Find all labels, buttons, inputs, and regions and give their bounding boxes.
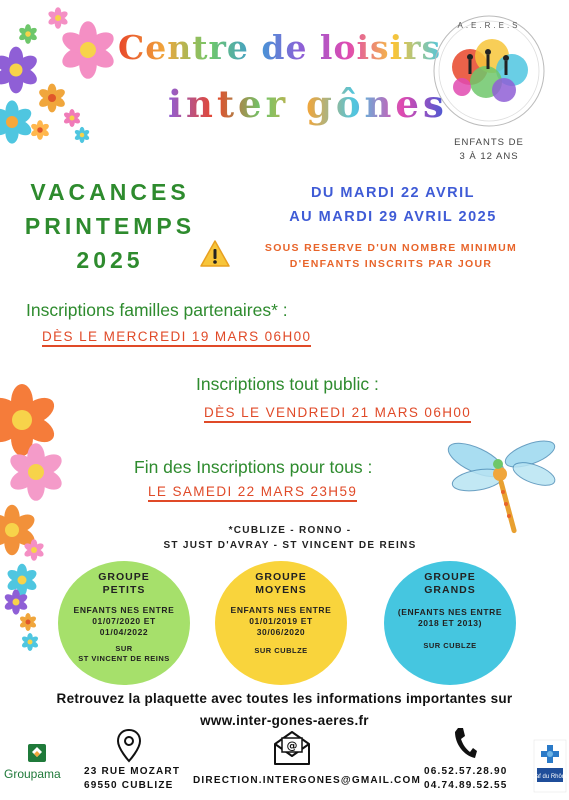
flower-cluster-top-left: [0, 0, 130, 150]
flower-icon: [37, 84, 66, 113]
title-line2: inter gônes: [168, 82, 448, 126]
group-desc2: 01/01/2019 ET: [249, 616, 313, 626]
holiday-line3: 2025: [76, 247, 144, 273]
group-grands-circle: [384, 561, 516, 685]
group-head: GROUPE: [98, 571, 150, 583]
age-caption-line2: 3 À 12 ANS: [459, 151, 519, 162]
phone2[interactable]: 04.74.89.52.55: [424, 780, 508, 791]
address: [84, 765, 180, 793]
svg-text:@: @: [286, 739, 298, 752]
inscription-partners-label: Inscriptions familles partenaires* :: [26, 300, 288, 320]
dragonfly-icon: [448, 432, 560, 542]
inscription-public-date: DÈS LE VENDREDI 21 MARS 06H00: [204, 405, 471, 423]
email[interactable]: DIRECTION.INTERGONES@GMAIL.COM: [193, 775, 421, 786]
sponsor-name: Groupama: [4, 767, 61, 781]
group-desc3: 30/06/2020: [256, 627, 306, 637]
aeres-logo: [430, 12, 548, 130]
info-line: Retrouvez la plaquette avec toutes les informations importantes sur: [56, 691, 513, 706]
communes-line2: ST JUST D'AVRAY - ST VINCENT DE REINS: [163, 540, 417, 551]
flower-icon: [18, 24, 38, 44]
inscription-end-label: Fin des Inscriptions pour tous :: [134, 457, 373, 477]
reserve-line1: SOUS RESERVE D'UN NOMBRE MINIMUM: [264, 242, 518, 254]
logo-lettering: A.E.R.E.S: [457, 21, 521, 30]
mail-icon: [272, 730, 312, 766]
dates-line2: AU MARDI 29 AVRIL 2025: [289, 209, 497, 225]
inscription-partners-date: DÈS LE MERCREDI 19 MARS 06H00: [42, 329, 311, 347]
location-pin-icon: [116, 728, 142, 764]
communes-line1: *CUBLIZE - RONNO -: [228, 525, 352, 536]
flower-icon: [63, 109, 81, 127]
phone-numbers: [424, 765, 508, 793]
age-caption: [430, 136, 548, 164]
holiday-title: [10, 175, 210, 277]
holiday-line1: VACANCES: [30, 179, 190, 205]
group-desc2: 01/07/2020 ET: [92, 616, 156, 626]
group-location1: SUR: [115, 644, 133, 653]
flower-icon: [0, 47, 40, 94]
phone1[interactable]: 06.52.57.28.90: [424, 766, 508, 777]
group-name: GRANDS: [424, 584, 476, 596]
flower-icon: [30, 120, 50, 140]
age-caption-line1: ENFANTS DE: [454, 137, 524, 148]
group-name: PETITS: [102, 584, 146, 596]
caf-logo-text: Caf du Rhône: [531, 774, 569, 780]
flower-icon: [59, 21, 118, 79]
flower-icon: [47, 7, 69, 29]
group-desc2: 2018 ET 2013): [417, 618, 483, 628]
group-location1: SUR CUBLZE: [423, 641, 477, 650]
holiday-line2: PRINTEMPS: [24, 213, 196, 239]
group-desc1: ENFANTS NES ENTRE: [73, 605, 175, 615]
group-location2: ST VINCENT DE REINS: [78, 654, 170, 663]
address-line1: 23 RUE MOZART: [84, 766, 181, 777]
flower-icon: [74, 127, 91, 143]
inscription-end-date: LE SAMEDI 22 MARS 23H59: [148, 484, 357, 502]
group-desc1: ENFANTS NES ENTRE: [230, 605, 332, 615]
dates-line1: DU MARDI 22 AVRIL: [310, 185, 476, 201]
holiday-dates: [232, 181, 554, 229]
group-petits-circle: [58, 561, 190, 685]
group-desc1: (ENFANTS NES ENTRE: [397, 607, 503, 617]
groupama-logo-icon: [20, 742, 54, 770]
caf-logo-icon: [531, 740, 569, 792]
partner-communes: [140, 523, 440, 553]
address-line2: 69550 CUBLIZE: [84, 780, 174, 791]
flower-cluster-left: [0, 390, 60, 650]
group-moyens-circle: [215, 561, 347, 685]
warning-icon: [200, 239, 230, 269]
group-desc3: 01/04/2022: [99, 627, 149, 637]
inscription-public-label: Inscriptions tout public :: [196, 374, 379, 394]
group-head: GROUPE: [424, 571, 476, 583]
flower-icon: [0, 100, 34, 143]
website-link[interactable]: www.inter-gones-aeres.fr: [200, 713, 369, 728]
reserve-line2: D'ENFANTS INSCRITS PAR JOUR: [289, 258, 493, 270]
phone-icon: [452, 726, 478, 760]
reserve-notice: [232, 240, 550, 272]
group-head: GROUPE: [255, 571, 307, 583]
page-title: [118, 28, 441, 67]
group-location1: SUR CUBLZE: [254, 646, 308, 655]
group-name: MOYENS: [255, 584, 307, 596]
page-subtitle: [168, 82, 448, 126]
title-line1: Centre de loisirs: [118, 28, 442, 67]
